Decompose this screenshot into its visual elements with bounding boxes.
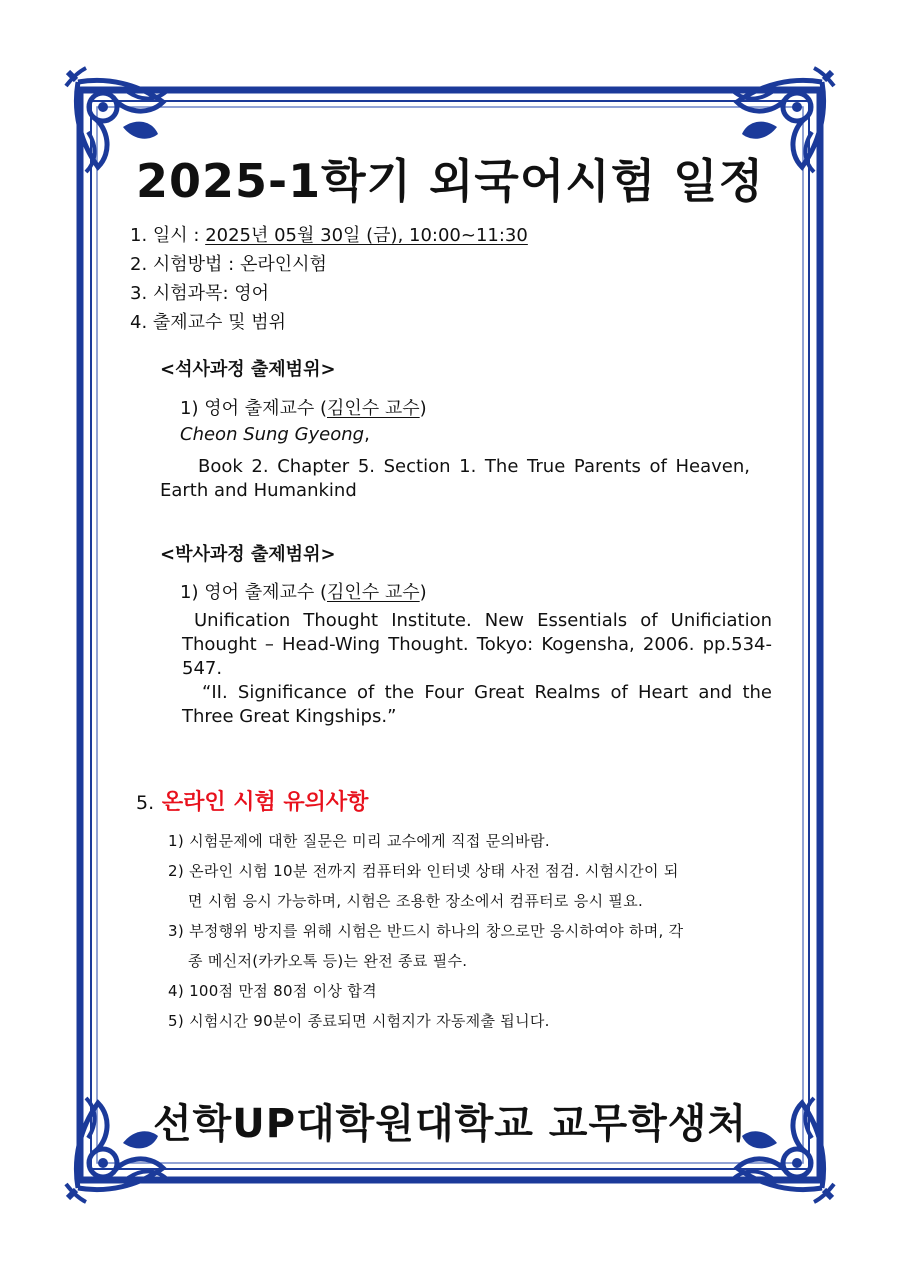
notice-item-continued: 종 메신저(카카오톡 등)는 완전 종료 필수. bbox=[188, 952, 468, 970]
info-item-date: 1. 일시 : 2025년 05월 30일 (금), 10:00~11:30 bbox=[130, 225, 528, 246]
notice-item: 4) 100점 만점 80점 이상 합격 bbox=[168, 982, 377, 1000]
notice-item-continued: 면 시험 응시 가능하며, 시험은 조용한 장소에서 컴퓨터로 응시 필요. bbox=[188, 892, 644, 910]
doctoral-professor-line: 1) 영어 출제교수 (김인수 교수) bbox=[180, 582, 427, 603]
exam-info-list bbox=[130, 221, 528, 337]
info-item-subject: 3. 시험과목: 영어 bbox=[130, 283, 270, 304]
notice-heading: 5. 온라인 시험 유의사항 bbox=[136, 790, 369, 815]
masters-heading: <석사과정 출제범위> bbox=[160, 359, 336, 380]
notice-list bbox=[168, 826, 774, 1036]
doctoral-reference-1: Unification Thought Institute. New Essentials of Unificiation Thought – Head-Wing Thought. Tokyo: Kogensha, 2006. pp.534-547. bbox=[182, 610, 772, 679]
notice-item: 1) 시험문제에 대한 질문은 미리 교수에게 직접 문의바람. bbox=[168, 832, 550, 850]
info-item-method: 2. 시험방법 : 온라인시험 bbox=[130, 254, 327, 275]
masters-book-title: Cheon Sung Gyeong, bbox=[180, 424, 370, 445]
doctoral-heading: <박사과정 출제범위> bbox=[160, 544, 336, 565]
masters-reference: Book 2. Chapter 5. Section 1. The True Parents of Heaven, Earth and Humankind bbox=[160, 456, 750, 501]
doctoral-reference-2: “II. Significance of the Four Great Realms of Heart and the Three Great Kingships.” bbox=[182, 682, 772, 727]
notice-item: 3) 부정행위 방지를 위해 시험은 반드시 하나의 창으로만 응시하여야 하며, 각 bbox=[168, 922, 684, 940]
issuer-footer: 선학UP대학원대학교 교무학생처 bbox=[152, 1101, 748, 1147]
notice-item: 2) 온라인 시험 10분 전까지 컴퓨터와 인터넷 상태 사전 점검. 시험시간이 되 bbox=[168, 862, 679, 880]
info-item-scope: 4. 출제교수 및 범위 bbox=[130, 312, 287, 333]
masters-professor-line: 1) 영어 출제교수 (김인수 교수) bbox=[180, 398, 427, 419]
page-title: 2025-1학기 외국어시험 일정 bbox=[135, 154, 765, 208]
notice-item: 5) 시험시간 90분이 종료되면 시험지가 자동제출 됩니다. bbox=[168, 1012, 550, 1030]
